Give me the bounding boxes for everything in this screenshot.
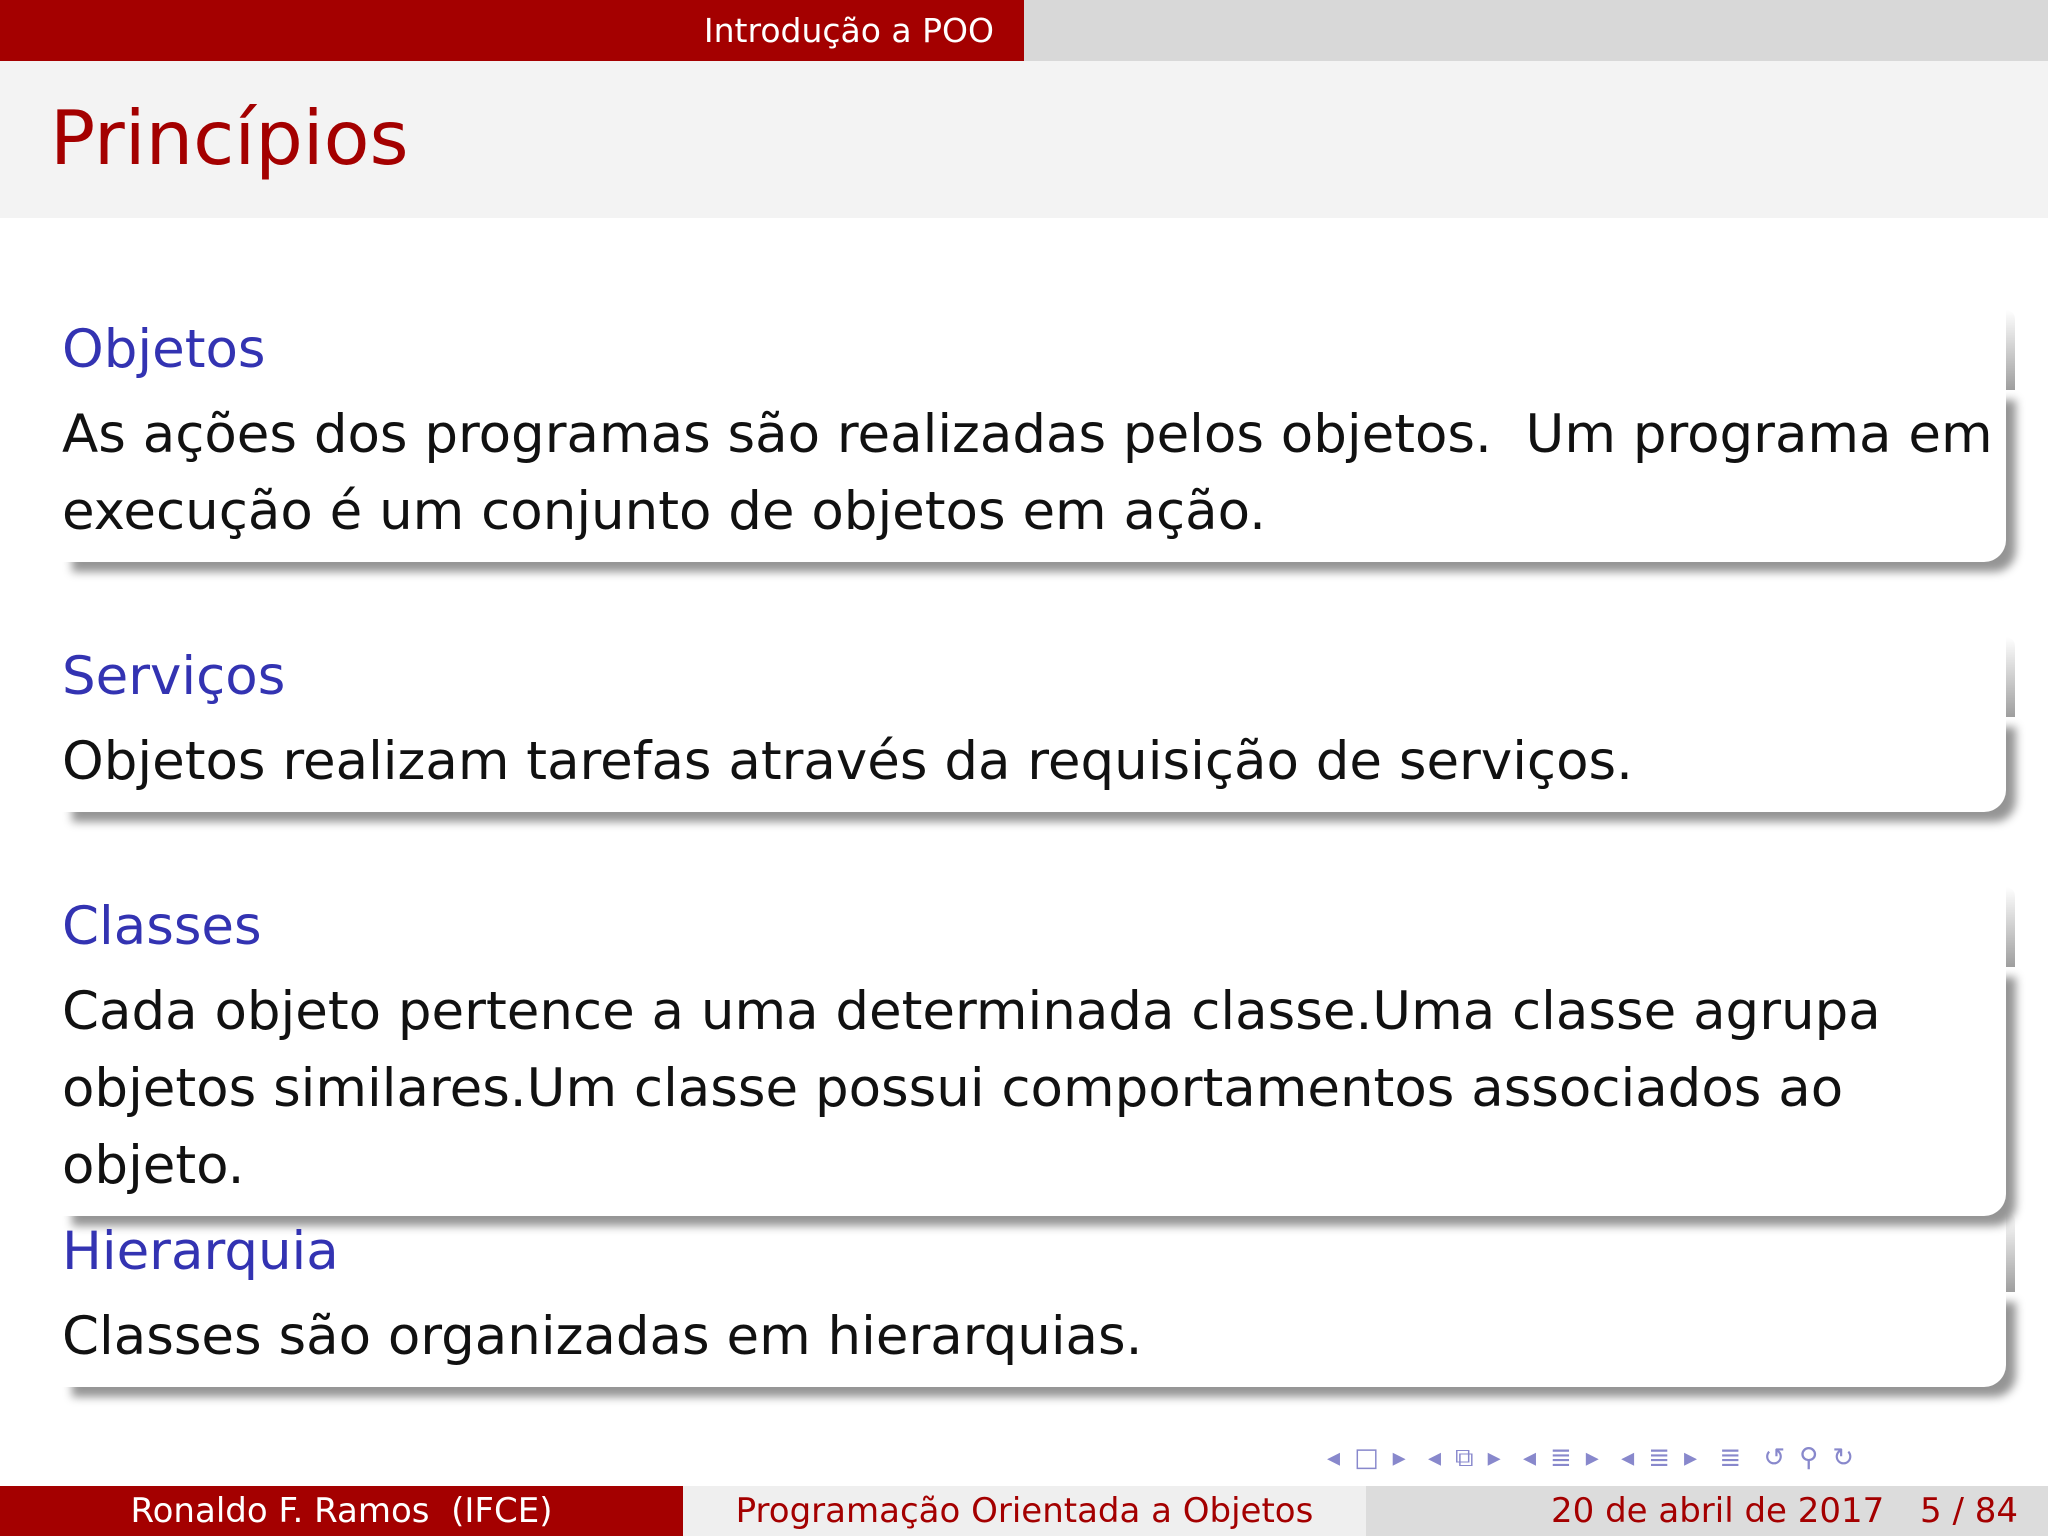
header-bar [0, 0, 2048, 61]
footer-date-page [1366, 1486, 2048, 1536]
block-hierarquia [62, 1220, 2006, 1387]
nav-prev-part-icon[interactable]: ◂ [1621, 1443, 1635, 1473]
footer-page-number: 5 / 84 [1920, 1491, 2018, 1531]
block-body [62, 1292, 2006, 1387]
nav-next-subsection-icon[interactable]: ▸ [1487, 1443, 1501, 1473]
nav-toc-icon[interactable]: ≣ [1719, 1443, 1742, 1473]
block-body-line: Classes são organizadas em hierarquias. [62, 1306, 1143, 1367]
frame-title-bar [0, 61, 2048, 218]
nav-frame-icon[interactable]: □ [1354, 1443, 1379, 1473]
nav-subsection-icon[interactable]: ⧉ [1455, 1443, 1474, 1473]
footer-bar [0, 1486, 2048, 1536]
block-title: Objetos [62, 319, 266, 380]
footer-course-title: Programação Orientada a Objetos [683, 1486, 1366, 1536]
block-title: Hierarquia [62, 1221, 339, 1282]
block-body [62, 390, 2006, 562]
block-body [62, 967, 2006, 1216]
nav-next-frame-icon[interactable]: ▸ [1392, 1443, 1406, 1473]
nav-forward-icon[interactable]: ↻ [1832, 1443, 1855, 1473]
nav-part-icon[interactable]: ≣ [1648, 1443, 1670, 1473]
nav-search-icon[interactable]: ⚲ [1799, 1443, 1819, 1473]
block-objetos [62, 318, 2006, 562]
block-body [62, 717, 2006, 812]
nav-section-icon[interactable]: ≣ [1550, 1443, 1572, 1473]
block-title: Classes [62, 896, 262, 957]
block-body-line: execução é um conjunto de objetos em ação. [62, 481, 1266, 542]
nav-next-section-icon[interactable]: ▸ [1585, 1443, 1599, 1473]
block-body-line: As ações dos programas são realizadas pelos objetos. Um programa em [62, 404, 1993, 465]
nav-back-icon[interactable]: ↺ [1763, 1443, 1786, 1473]
block-body-line: Objetos realizam tarefas através da requisição de serviços. [62, 731, 1633, 792]
footer-author: Ronaldo F. Ramos (IFCE) [0, 1486, 683, 1536]
block-servicos [62, 645, 2006, 812]
header-section-title[interactable]: Introdução a POO [0, 0, 1024, 61]
block-body-line: objetos similares.Um classe possui comportamentos associados ao objeto. [62, 1058, 1844, 1196]
frame-title: Princípios [50, 94, 409, 182]
block-title: Serviços [62, 646, 286, 707]
nav-next-part-icon[interactable]: ▸ [1683, 1443, 1698, 1473]
footer-date: 20 de abril de 2017 [1551, 1491, 1885, 1531]
block-body-line: Cada objeto pertence a uma determinada classe.Uma classe agrupa [62, 981, 1881, 1042]
nav-prev-subsection-icon[interactable]: ◂ [1427, 1443, 1442, 1473]
block-classes [62, 895, 2006, 1216]
nav-prev-frame-icon[interactable]: ◂ [1327, 1443, 1341, 1473]
nav-prev-section-icon[interactable]: ◂ [1522, 1443, 1536, 1473]
navigation-symbols [1320, 1440, 2030, 1476]
